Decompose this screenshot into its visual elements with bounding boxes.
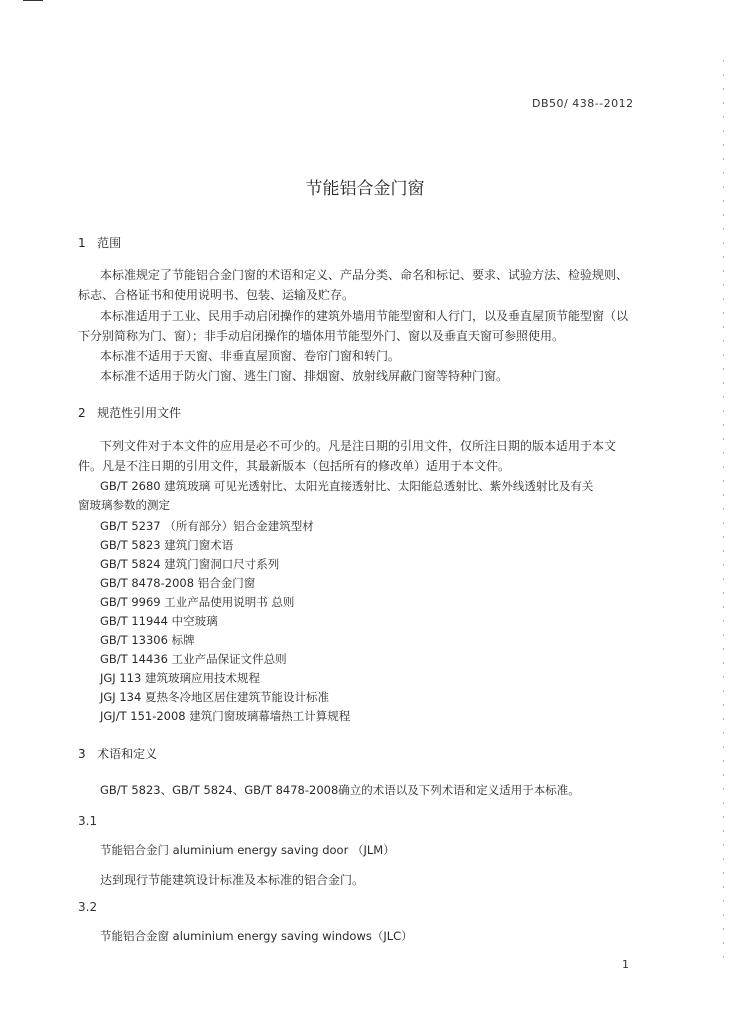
reference-item: JGJ/T 151-2008 建筑门窗玻璃幕墙热工计算规程 bbox=[100, 709, 351, 723]
section-heading-text: 范围 bbox=[97, 236, 122, 250]
paragraph-line: 下分别简称为门、窗）；非手动启闭操作的墙体用节能型外门、窗以及垂直天窗可参照使用。 bbox=[78, 329, 565, 343]
paragraph-line: 下列文件对于本文件的应用是必不可少的。凡是注日期的引用文件，仅所注日期的版本适用于本文 bbox=[100, 439, 617, 453]
term-definition: 达到现行节能建筑设计标准及本标准的铝合金门。 bbox=[100, 873, 365, 887]
term-number: 3.2 bbox=[78, 900, 98, 914]
term-name: 节能铝合金窗 aluminium energy saving windows（JLC） bbox=[100, 929, 413, 943]
reference-item: GB/T 14436 工业产品保证文件总则 bbox=[100, 652, 287, 666]
paragraph-line: 本标准规定了节能铝合金门窗的术语和定义、产品分类、命名和标记、要求、试验方法、检验规则、 bbox=[100, 268, 629, 282]
term-name: 节能铝合金门 aluminium energy saving door （JLM） bbox=[100, 843, 395, 857]
paragraph-line: 本标准适用于工业、民用手动启闭操作的建筑外墙用节能型窗和人行门，以及垂直屋顶节能型窗（以 bbox=[100, 309, 629, 323]
paragraph-line: 件。凡是不注日期的引用文件，其最新版本（包括所有的修改单）适用于本文件。 bbox=[78, 459, 511, 473]
standard-code: DB50/ 438--2012 bbox=[532, 97, 634, 110]
reference-item: GB/T 13306 标牌 bbox=[100, 633, 195, 647]
reference-item: GB/T 5237 （所有部分）铝合金建筑型材 bbox=[100, 519, 314, 533]
document-title: 节能铝合金门窗 bbox=[305, 179, 425, 199]
section-number: 1 bbox=[78, 236, 86, 250]
term-number: 3.1 bbox=[78, 814, 98, 828]
reference-item: GB/T 8478-2008 铝合金门窗 bbox=[100, 576, 256, 590]
section-number: 3 bbox=[78, 747, 86, 761]
reference-item: JGJ 113 建筑玻璃应用技术规程 bbox=[100, 671, 260, 685]
paragraph-line: 本标准不适用于天窗、非垂直屋顶窗、卷帘门窗和转门。 bbox=[100, 349, 401, 363]
section-1-heading bbox=[78, 234, 121, 251]
reference-item: GB/T 2680 建筑玻璃 可见光透射比、太阳光直接透射比、太阳能总透射比、紫外线透射比及有关 bbox=[100, 479, 594, 493]
section-heading-text: 规范性引用文件 bbox=[97, 406, 182, 420]
reference-item: GB/T 5823 建筑门窗术语 bbox=[100, 538, 234, 552]
paragraph-line: GB/T 5823、GB/T 5824、GB/T 8478-2008确立的术语以及下列术语和定义适用于本标准。 bbox=[100, 783, 580, 797]
reference-item: GB/T 9969 工业产品使用说明书 总则 bbox=[100, 595, 295, 609]
page-number: 1 bbox=[622, 958, 629, 971]
reference-item: GB/T 5824 建筑门窗洞口尺寸系列 bbox=[100, 557, 280, 571]
paragraph-line: 标志、合格证书和使用说明书、包装、运输及贮存。 bbox=[78, 288, 355, 302]
reference-item: JGJ 134 夏热冬冷地区居住建筑节能设计标准 bbox=[100, 690, 329, 704]
reference-item: 窗玻璃参数的测定 bbox=[78, 498, 170, 512]
section-heading-text: 术语和定义 bbox=[97, 747, 158, 761]
section-number: 2 bbox=[78, 406, 86, 420]
section-3-heading bbox=[78, 745, 157, 762]
paragraph-line: 本标准不适用于防火门窗、逃生门窗、排烟窗、放射线屏蔽门窗等特种门窗。 bbox=[100, 369, 509, 383]
reference-item: GB/T 11944 中空玻璃 bbox=[100, 614, 218, 628]
section-2-heading bbox=[78, 404, 181, 421]
scan-edge-mark bbox=[23, 0, 43, 1]
